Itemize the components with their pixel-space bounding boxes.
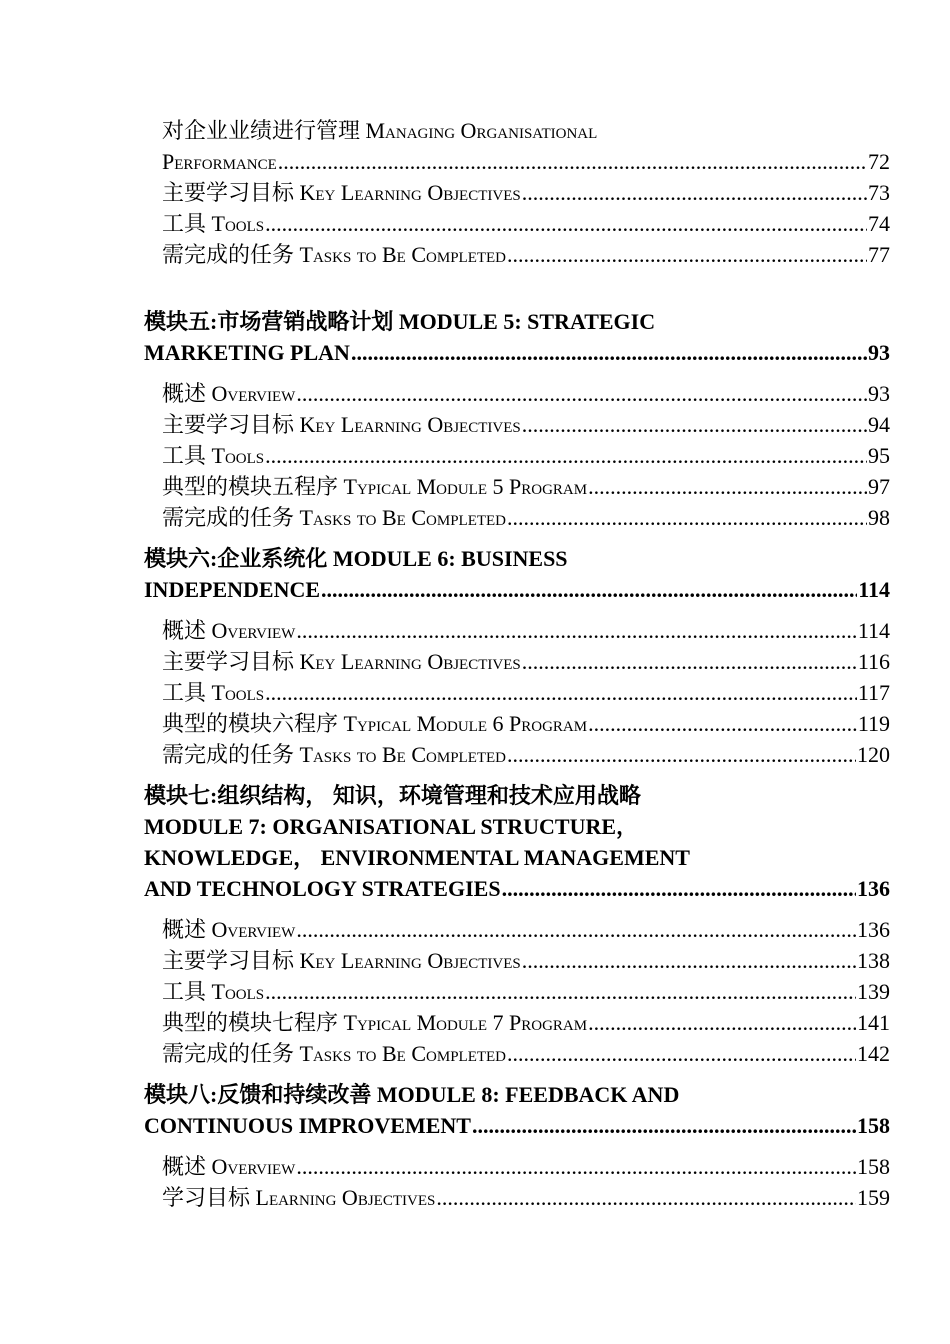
toc-page-number: 116 xyxy=(857,649,890,674)
dot-leader xyxy=(507,239,867,270)
toc-entry-overview[interactable] xyxy=(144,914,890,945)
dot-leader xyxy=(265,440,867,471)
toc-entry-title: 概述 Overview xyxy=(162,381,296,406)
toc-entry-tasks[interactable] xyxy=(144,739,890,770)
toc-entry-title: 工具 Tools xyxy=(162,680,265,705)
toc-entry-title: 学习目标 Learning Objectives xyxy=(162,1185,436,1210)
dot-leader xyxy=(507,502,867,533)
toc-module-5 xyxy=(144,306,890,533)
toc-entry-title: 需完成的任务 Tasks to Be Completed xyxy=(162,505,507,530)
toc-module-heading-line[interactable]: 模块五:市场营销战略计划 MODULE 5: STRATEGIC xyxy=(144,309,656,334)
toc-entry-key-learning-objectives[interactable] xyxy=(144,646,890,677)
dot-leader xyxy=(351,337,867,368)
toc-page-number: 158 xyxy=(857,1113,890,1138)
toc-entry-overview[interactable] xyxy=(144,378,890,409)
dot-leader xyxy=(588,1007,856,1038)
toc-entry-title: 典型的模块七程序 Typical Module 7 Program xyxy=(162,1010,588,1035)
toc-section-managing-performance xyxy=(144,115,890,270)
toc-entry-tools[interactable] xyxy=(144,208,890,239)
toc-entry-title: CONTINUOUS IMPROVEMENT xyxy=(144,1113,471,1138)
toc-module-heading-line[interactable]: 模块七:组织结构， 知识，环境管理和技术应用战略 xyxy=(144,783,641,808)
dot-leader xyxy=(296,914,856,945)
toc-entry-title: 需完成的任务 Tasks to Be Completed xyxy=(162,742,507,767)
toc-entry-title: 典型的模块六程序 Typical Module 6 Program xyxy=(162,711,588,736)
toc-entry-title: 概述 Overview xyxy=(162,917,296,942)
toc-page-number: 141 xyxy=(857,1010,890,1035)
toc-entry-title: 需完成的任务 Tasks to Be Completed xyxy=(162,242,507,267)
toc-entry-tools[interactable] xyxy=(144,677,890,708)
toc-entry-tasks[interactable] xyxy=(144,1038,890,1069)
dot-leader xyxy=(507,739,856,770)
toc-page-number: 97 xyxy=(868,474,890,499)
toc-entry-tasks[interactable] xyxy=(144,239,890,270)
toc-entry-managing-performance[interactable] xyxy=(144,146,890,177)
toc-entry-title-line[interactable]: 对企业业绩进行管理 Managing Organisational xyxy=(162,118,598,143)
toc-entry-title: 工具 Tools xyxy=(162,211,265,236)
toc-entry-title: 需完成的任务 Tasks to Be Completed xyxy=(162,1041,507,1066)
toc-entry-title: 工具 Tools xyxy=(162,443,265,468)
dot-leader xyxy=(588,471,867,502)
toc-entry-overview[interactable] xyxy=(144,615,890,646)
toc-page-number: 93 xyxy=(868,381,890,406)
toc-entry-tools[interactable] xyxy=(144,976,890,1007)
toc-module-6 xyxy=(144,543,890,770)
toc-page-number: 136 xyxy=(857,917,890,942)
dot-leader xyxy=(472,1110,856,1141)
toc-entry-title: 概述 Overview xyxy=(162,1154,296,1179)
toc-page-number: 93 xyxy=(868,340,890,365)
toc-module-heading-line[interactable]: 模块六:企业系统化 MODULE 6: BUSINESS xyxy=(144,546,568,571)
toc-module-heading-line[interactable]: MODULE 7: ORGANISATIONAL STRUCTURE， xyxy=(144,814,639,839)
dot-leader xyxy=(522,945,856,976)
toc-page-number: 136 xyxy=(857,876,890,901)
toc-page-number: 73 xyxy=(868,180,890,205)
dot-leader xyxy=(296,1151,856,1182)
toc-entry-title: INDEPENDENCE xyxy=(144,577,321,602)
toc-entry-title: 概述 Overview xyxy=(162,618,296,643)
toc-entry-key-learning-objectives[interactable] xyxy=(144,409,890,440)
toc-entry-title: 工具 Tools xyxy=(162,979,265,1004)
toc-entry-typical-program[interactable] xyxy=(144,708,890,739)
dot-leader xyxy=(296,378,867,409)
toc-entry-title: 主要学习目标 Key Learning Objectives xyxy=(162,649,521,674)
dot-leader xyxy=(321,574,857,605)
toc-module-heading[interactable] xyxy=(144,574,890,605)
toc-page-number: 120 xyxy=(857,742,890,767)
toc-entry-title: 典型的模块五程序 Typical Module 5 Program xyxy=(162,474,588,499)
toc-module-heading-line[interactable]: 模块八:反馈和持续改善 MODULE 8: FEEDBACK AND xyxy=(144,1082,680,1107)
toc-page-number: 159 xyxy=(857,1185,890,1210)
dot-leader xyxy=(502,873,856,904)
dot-leader xyxy=(278,146,867,177)
toc-page-number: 95 xyxy=(868,443,890,468)
toc-entry-tasks[interactable] xyxy=(144,502,890,533)
dot-leader xyxy=(588,708,857,739)
toc-page-number: 119 xyxy=(857,711,890,736)
toc-page-number: 74 xyxy=(868,211,890,236)
dot-leader xyxy=(265,677,857,708)
toc-page-number: 72 xyxy=(868,149,890,174)
toc-entry-title: Performance xyxy=(162,149,277,174)
dot-leader xyxy=(522,177,867,208)
toc-module-heading[interactable] xyxy=(144,337,890,368)
toc-page-number: 114 xyxy=(857,618,890,643)
toc-page-number: 139 xyxy=(857,979,890,1004)
dot-leader xyxy=(522,409,867,440)
toc-module-heading[interactable] xyxy=(144,1110,890,1141)
toc-entry-overview[interactable] xyxy=(144,1151,890,1182)
dot-leader xyxy=(507,1038,856,1069)
toc-page-number: 98 xyxy=(868,505,890,530)
toc-module-heading-line[interactable]: KNOWLEDGE， ENVIRONMENTAL MANAGEMENT xyxy=(144,845,690,870)
toc-entry-key-learning-objectives[interactable] xyxy=(144,945,890,976)
toc-module-8 xyxy=(144,1079,890,1213)
dot-leader xyxy=(436,1182,856,1213)
toc-entry-title: AND TECHNOLOGY STRATEGIES xyxy=(144,876,501,901)
toc-entry-learning-objectives[interactable] xyxy=(144,1182,890,1213)
toc-page-number: 94 xyxy=(868,412,890,437)
toc-entry-key-learning-objectives[interactable] xyxy=(144,177,890,208)
toc-entry-title: 主要学习目标 Key Learning Objectives xyxy=(162,180,521,205)
dot-leader xyxy=(522,646,857,677)
dot-leader xyxy=(296,615,856,646)
toc-entry-title: MARKETING PLAN xyxy=(144,340,350,365)
toc-entry-title: 主要学习目标 Key Learning Objectives xyxy=(162,948,521,973)
toc-page-number: 77 xyxy=(868,242,890,267)
table-of-contents xyxy=(144,115,890,1213)
toc-entry-typical-program[interactable] xyxy=(144,471,890,502)
toc-entry-typical-program[interactable] xyxy=(144,1007,890,1038)
toc-page-number: 114 xyxy=(858,577,890,602)
toc-entry-title: 主要学习目标 Key Learning Objectives xyxy=(162,412,521,437)
dot-leader xyxy=(265,976,856,1007)
dot-leader xyxy=(265,208,867,239)
toc-page-number: 138 xyxy=(857,948,890,973)
toc-page-number: 158 xyxy=(857,1154,890,1179)
toc-entry-tools[interactable] xyxy=(144,440,890,471)
toc-page-number: 117 xyxy=(857,680,890,705)
toc-page-number: 142 xyxy=(857,1041,890,1066)
toc-module-7 xyxy=(144,780,890,1069)
toc-module-heading[interactable] xyxy=(144,873,890,904)
